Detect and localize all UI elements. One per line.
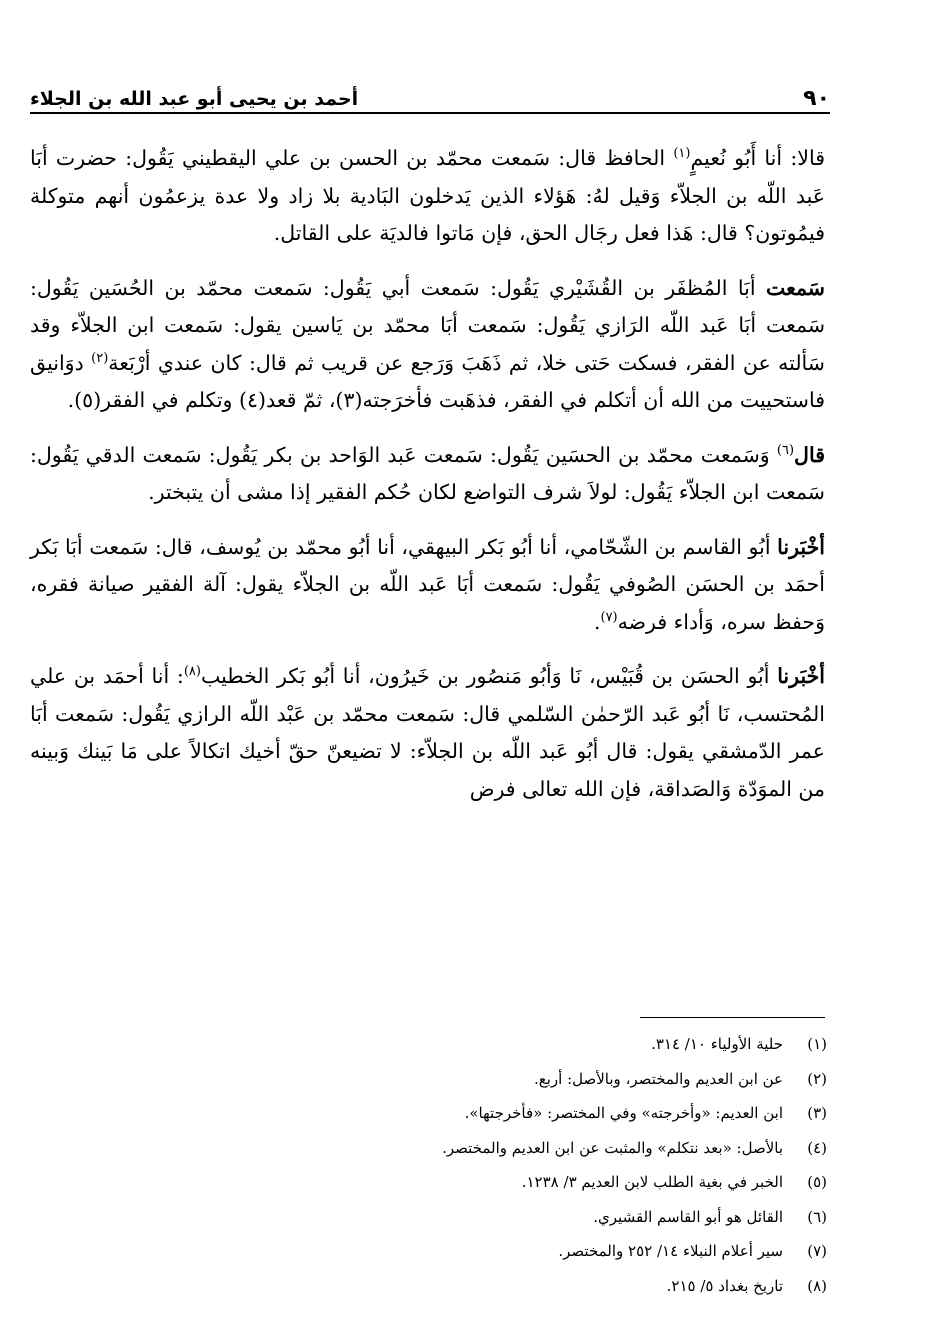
footnote bbox=[127, 1027, 827, 1062]
footnote-marker: (٧) bbox=[600, 609, 618, 625]
footnote-text: ابن العديم: «وأخرجته» وفي المختصر: «فأخرجتها». bbox=[464, 1104, 783, 1122]
paragraph bbox=[30, 140, 825, 253]
paragraph-text-rest: . bbox=[593, 609, 601, 634]
paragraph-lead: سَمعت bbox=[765, 275, 825, 300]
footnote bbox=[127, 1131, 827, 1166]
page-number: ٩٠ bbox=[803, 86, 830, 111]
footnote bbox=[127, 1096, 827, 1131]
paragraph bbox=[30, 658, 825, 808]
paragraph bbox=[30, 270, 825, 420]
paragraph-text-rest: دوَانيق فاستحييت من الله أن أتكلم في الفقر، فذهَبت فأخرَجته(٣)، ثمّ قعد(٤) وتكلم في الفقر(٥). bbox=[30, 350, 825, 412]
footnote bbox=[127, 1165, 827, 1200]
footnote-number: (٤) bbox=[807, 1138, 827, 1157]
header-rule bbox=[30, 112, 830, 114]
paragraph-text: أبُو الحسَن بن قُبَيْس، نَا وَأبُو مَنصُور بن خَيرُون، أنا أبُو بَكر الخطيب bbox=[200, 664, 778, 688]
footnote-text: القائل هو أبو القاسم القشيري. bbox=[593, 1207, 783, 1226]
footnote-rule bbox=[640, 1017, 825, 1018]
footnote-text: الخبر في بغية الطلب لابن العديم ٣/ ١٢٣٨. bbox=[521, 1173, 783, 1191]
footnote-text: تاريخ بغداد ٥/ ٢١٥. bbox=[666, 1276, 783, 1295]
footnote bbox=[127, 1062, 827, 1097]
main-text bbox=[30, 140, 825, 825]
paragraph bbox=[30, 437, 825, 512]
footnote bbox=[127, 1200, 827, 1235]
paragraph-lead: أخْبَرنا bbox=[777, 664, 826, 688]
paragraph-lead: أخْبَرنا bbox=[777, 534, 825, 559]
footnote-number: (٥) bbox=[807, 1173, 827, 1191]
paragraph-text: أبُو القاسم بن الشّحّامي، أنا أبُو بَكر البيهقي، أنا أبُو محمّد بن يُوسف، قال: سَمعت أبَا بَكر أحمَد بن الحسَن الصُوفي يَقُول: سَمعت أبَا عَبد اللّه بن الجلاّء يقول: آلة الفقير صيانة فقره، وَحفظ سره، وَأداء فرضه bbox=[30, 534, 825, 634]
footnotes-list bbox=[127, 1027, 827, 1303]
paragraph-text-rest: وَسَمعت محمّد بن الحسَين يَقُول: سَمعت عَبد الوَاحد بن بكر يَقُول: سَمعت الدقي يَقُول: سَمعت ابن الجلاّء يَقُول: لولاَ شرف التواضع لكان حُكم الفقير إذا مشى أن يتبختر. bbox=[30, 442, 825, 504]
footnote-text: سير أعلام النبلاء ١٤/ ٢٥٢ والمختصر. bbox=[558, 1242, 783, 1260]
footnote-marker: (٢) bbox=[91, 350, 109, 366]
footnote-number: (٨) bbox=[807, 1276, 827, 1295]
running-title: أحمد بن يحيى أبو عبد الله بن الجلاء bbox=[30, 88, 359, 110]
footnote-number: (١) bbox=[807, 1035, 827, 1053]
footnote bbox=[127, 1234, 827, 1269]
paragraph bbox=[30, 529, 825, 642]
footnote-number: (٦) bbox=[807, 1207, 827, 1226]
paragraph-text-rest: الحافظ قال: سَمعت محمّد بن الحسن بن علي اليقطيني يَقُول: حضرت أبَا عَبد اللّه بن الجلاّء وَقيل لهُ: هَؤلاء الذين يَدخلون البَادية بلا زاد ولا عدة يزعمُون أنهم متوكلة فيمُوتون؟ قال: هَذا فعل رجَال الحق، فإن مَاتوا فالديَة على القاتل. bbox=[30, 146, 825, 245]
footnote bbox=[127, 1269, 827, 1304]
page-header bbox=[30, 74, 830, 114]
footnote-text: بالأصل: «بعد نتكلم» والمثبت عن ابن العديم والمختصر. bbox=[442, 1138, 783, 1157]
paragraph-text: قالا: أنا أَبُو نُعيمٍ bbox=[690, 146, 825, 170]
paragraph-text: أبَا المُظفَر بن القُشَيْري يَقُول: سَمعت أبي يَقُول: سَمعت محمّد بن الحُسَين يَقُول: سَمعت أبَا عَبد اللّه الرَازي يَقُول: سَمعت أبَا محمّد بن يَاسين يقول: سَمعت ابن الجلاّء وقد سَألته عن الفقر، فسكت حَتى خلا، ثم ذَهَبَ وَرَجع عن قريب ثم قال: كان عندي أرْبَعة bbox=[30, 275, 825, 375]
footnote-marker: (١) bbox=[673, 146, 691, 162]
footnote-text: عن ابن العديم والمختصر، وبالأصل: أربع. bbox=[534, 1069, 783, 1088]
footnote-number: (٢) bbox=[807, 1069, 827, 1088]
footnote-marker: (٦) bbox=[776, 442, 795, 458]
paragraph-lead: قال bbox=[794, 442, 825, 467]
paragraph-text-rest: : أنا أحمَد بن علي المُحتسب، نَا أبُو عَبد الرّحمٰن السّلمي قال: سَمعت محمّد بن عَبْد اللّه الرازي يَقُول: سَمعت أبَا عمر الدّمشقي يقول: قال أبُو عَبد اللّه بن الجلاّء: لا تضيعنّ حقّ أخيك اتكالاً على مَا بَينك وَبينه من الموَدّة وَالصَداقة، فإن الله تعالى فرض bbox=[30, 664, 825, 801]
footnote-marker: (٨) bbox=[183, 664, 201, 680]
footnote-number: (٣) bbox=[807, 1104, 827, 1122]
footnote-number: (٧) bbox=[807, 1242, 827, 1260]
footnote-text: حلية الأولياء ١٠/ ٣١٤. bbox=[651, 1035, 783, 1053]
